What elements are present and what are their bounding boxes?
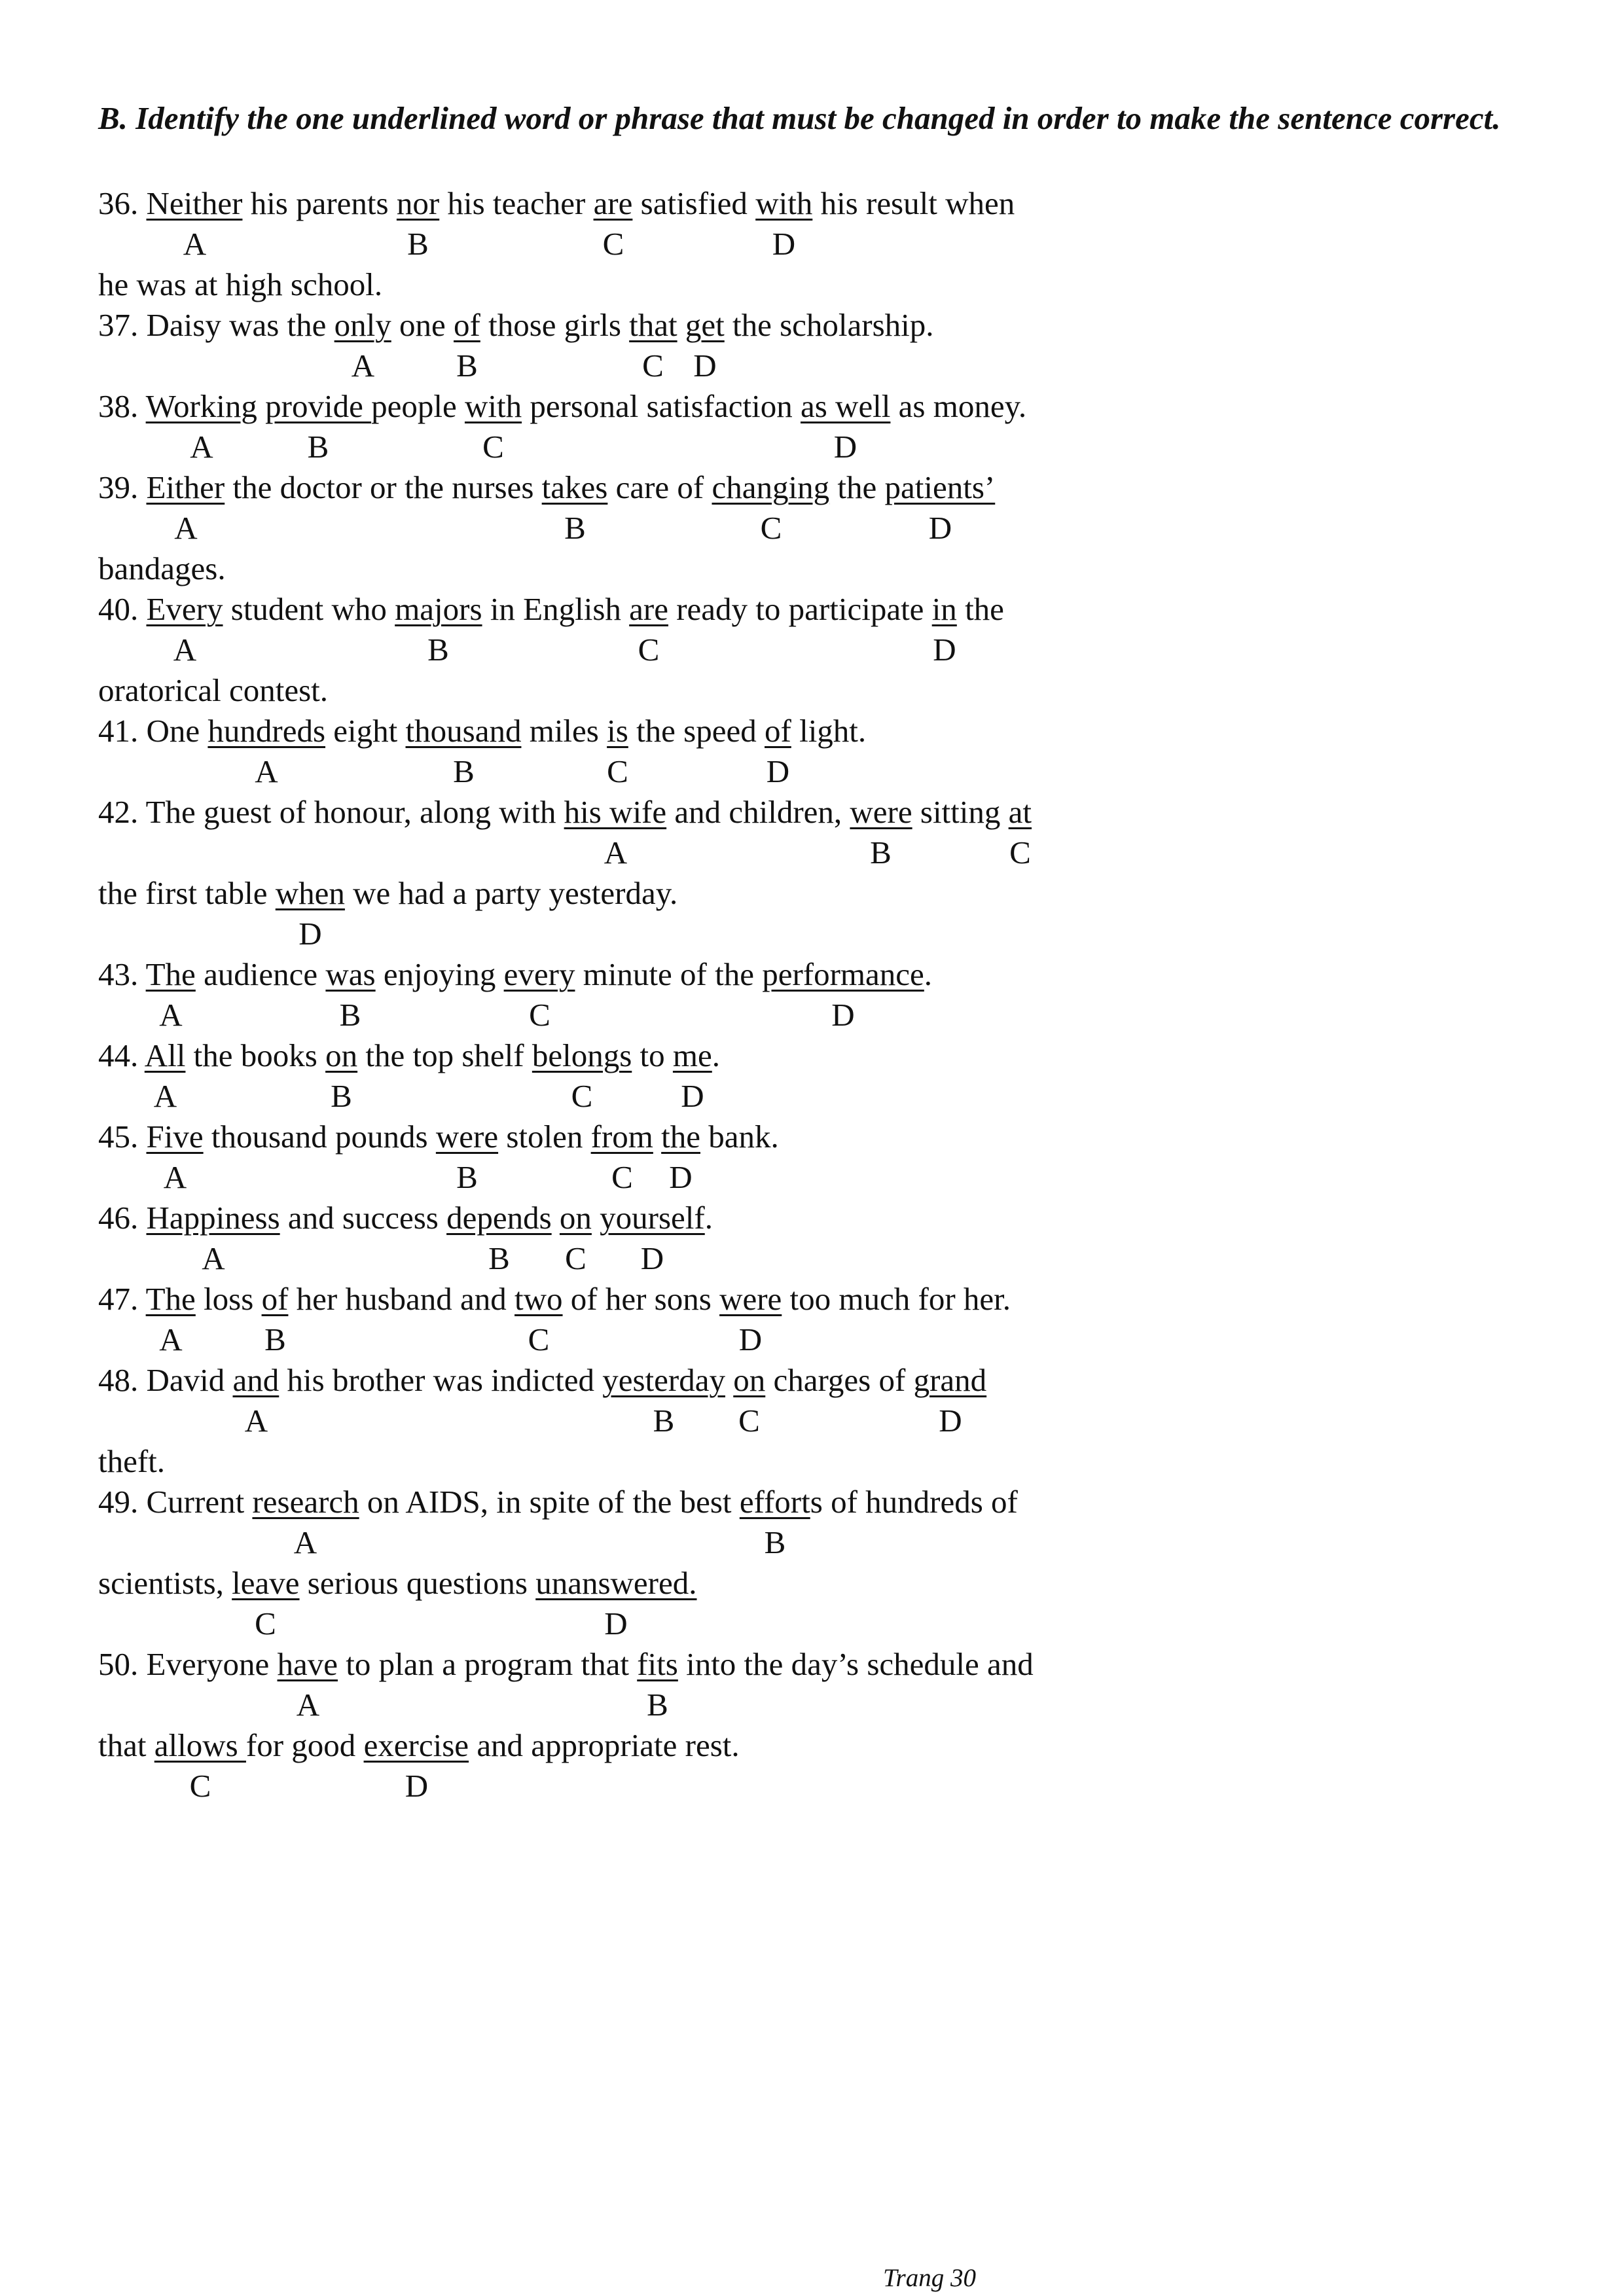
sentence-text: 41. One: [98, 713, 208, 749]
underlined-option: and: [232, 1362, 280, 1398]
sentence-text: to: [632, 1037, 673, 1073]
sentence-text: [592, 1200, 600, 1236]
question-line-q43-l1: [98, 954, 932, 995]
sentence-text: the: [956, 591, 1004, 627]
sentence-text: bank.: [700, 1119, 779, 1155]
sentence-text: one: [391, 307, 454, 343]
sentence-text: the doctor or the nurses: [225, 469, 542, 505]
underlined-option: allows: [154, 1727, 246, 1763]
option-letter-d: D: [405, 1768, 429, 1804]
option-letter-a: A: [153, 1078, 177, 1114]
sentence-text: and children,: [666, 794, 850, 830]
option-letter-c: C: [760, 510, 782, 546]
sentence-text: the: [829, 469, 885, 505]
option-letter-d: D: [831, 997, 855, 1033]
sentence-text: the top shelf: [357, 1037, 532, 1073]
sentence-text: 43.: [98, 956, 146, 992]
sentence-text: 39.: [98, 469, 147, 505]
option-letter-b: B: [456, 348, 478, 384]
underlined-option: hundreds: [208, 713, 326, 749]
underlined-option: were: [850, 794, 912, 830]
sentence-text: ready to participate: [668, 591, 932, 627]
sentence-text: personal satisfaction: [522, 388, 801, 424]
option-letter-b: B: [647, 1687, 668, 1723]
question-line-q40-l2: [98, 670, 328, 711]
sentence-text: people: [371, 388, 465, 424]
question-line-q39-l2: [98, 548, 226, 589]
option-letter-a: A: [296, 1687, 320, 1723]
sentence-text: we had a party yesterday.: [344, 875, 678, 911]
underlined-option: performance: [762, 956, 924, 992]
question-line-q38-l1: [98, 386, 1026, 427]
underlined-option: grand: [913, 1362, 987, 1398]
question-line-q41-l1: [98, 711, 866, 751]
question-line-q50-l2: [98, 1725, 740, 1766]
underlined-option: on: [733, 1362, 766, 1398]
question-line-q49-l2: [98, 1563, 697, 1604]
question-line-q48-l1: [98, 1360, 986, 1401]
option-letter-d: D: [640, 1240, 664, 1276]
sentence-text: charges of: [765, 1362, 914, 1398]
sentence-text: and appropriate rest.: [469, 1727, 740, 1763]
question-line-q48-l2: [98, 1441, 165, 1482]
sentence-text: [677, 307, 685, 343]
sentence-text: light.: [791, 713, 867, 749]
option-letter-c: C: [642, 348, 664, 384]
sentence-text: her husband and: [288, 1281, 515, 1317]
underlined-option: All: [144, 1037, 186, 1073]
option-letter-a: A: [183, 226, 207, 262]
underlined-option: The: [145, 1281, 196, 1317]
option-letter-c: C: [607, 753, 628, 789]
sentence-text: theft.: [98, 1443, 166, 1479]
sentence-text: his result when: [812, 185, 1015, 221]
sentence-text: oratorical contest.: [98, 672, 329, 708]
underlined-option: of: [261, 1281, 289, 1317]
option-letter-b: B: [488, 1240, 510, 1276]
underlined-option: from: [590, 1119, 653, 1155]
underlined-option: thousand: [405, 713, 522, 749]
question-line-q44-l1: [98, 1035, 720, 1076]
underlined-option: changing: [712, 469, 830, 505]
option-letter-c: C: [255, 1605, 276, 1641]
option-letter-d: D: [939, 1403, 962, 1439]
option-letter-c: C: [565, 1240, 586, 1276]
question-line-q36-l1: [98, 183, 1015, 224]
question-line-q37-l1: [98, 305, 934, 346]
underlined-option: in: [931, 591, 957, 627]
underlined-option: Happiness: [146, 1200, 280, 1236]
option-letter-a: A: [255, 753, 278, 789]
option-letter-d: D: [833, 429, 857, 465]
question-line-q50-l1: [98, 1644, 1034, 1685]
underlined-option: when: [275, 875, 345, 911]
option-letter-a: A: [202, 1240, 225, 1276]
sentence-text: to plan a program that: [338, 1646, 638, 1682]
underlined-option: that: [629, 307, 677, 343]
underlined-option: leave: [232, 1565, 300, 1601]
sentence-text: bandages.: [98, 550, 226, 586]
sentence-text: serious questions: [299, 1565, 536, 1601]
sentence-text: he was at high school.: [98, 266, 383, 302]
underlined-option: with: [464, 388, 522, 424]
option-letter-b: B: [456, 1159, 478, 1195]
option-letter-c: C: [611, 1159, 633, 1195]
option-letter-c: C: [571, 1078, 593, 1114]
sentence-text: his brother was indicted: [279, 1362, 603, 1398]
option-letter-b: B: [264, 1321, 286, 1357]
underlined-option: unanswered.: [535, 1565, 697, 1601]
sentence-text: .: [704, 1200, 713, 1236]
underlined-option: provide: [265, 388, 372, 424]
underlined-option: two: [514, 1281, 563, 1317]
sentence-text: scientists,: [98, 1565, 232, 1601]
sentence-text: 40.: [98, 591, 147, 627]
question-line-q39-l1: [98, 467, 995, 508]
underlined-option: get: [685, 307, 725, 343]
option-letter-b: B: [331, 1078, 352, 1114]
underlined-option: patients’: [884, 469, 996, 505]
underlined-option: at: [1008, 794, 1032, 830]
underlined-option: takes: [541, 469, 608, 505]
sentence-text: those girls: [480, 307, 630, 343]
sentence-text: miles: [521, 713, 607, 749]
underlined-option: nor: [396, 185, 440, 221]
sentence-text: for good: [245, 1727, 364, 1763]
question-line-q36-l2: [98, 264, 382, 305]
sentence-text: eight: [325, 713, 406, 749]
underlined-option: The: [145, 956, 196, 992]
option-letter-b: B: [870, 834, 892, 870]
option-letter-c: C: [602, 226, 624, 262]
sentence-text: of her sons: [562, 1281, 720, 1317]
option-letter-c: C: [1009, 834, 1031, 870]
underlined-option: every: [503, 956, 575, 992]
option-letter-a: A: [604, 834, 628, 870]
option-letter-a: A: [293, 1524, 317, 1560]
option-letter-a: A: [159, 997, 183, 1033]
option-letter-d: D: [681, 1078, 704, 1114]
option-letter-d: D: [298, 916, 322, 952]
option-letter-b: B: [764, 1524, 786, 1560]
sentence-text: s of hundreds of: [810, 1484, 1018, 1520]
sentence-text: 47.: [98, 1281, 146, 1317]
underlined-option: were: [435, 1119, 499, 1155]
question-line-q47-l1: [98, 1279, 1011, 1319]
sentence-text: the speed: [628, 713, 765, 749]
underlined-option: his wife: [564, 794, 667, 830]
underlined-option: were: [719, 1281, 782, 1317]
option-letter-b: B: [339, 997, 361, 1033]
option-letter-a: A: [163, 1159, 187, 1195]
option-letter-b: B: [307, 429, 329, 465]
sentence-text: the scholarship.: [724, 307, 934, 343]
sentence-text: on AIDS, in spite of the best: [359, 1484, 740, 1520]
sentence-text: 38.: [98, 388, 146, 424]
option-letter-c: C: [738, 1403, 760, 1439]
underlined-option: with: [755, 185, 813, 221]
option-letter-b: B: [427, 632, 449, 668]
option-letter-b: B: [564, 510, 586, 546]
sentence-text: [552, 1200, 560, 1236]
sentence-text: as money.: [890, 388, 1027, 424]
sentence-text: .: [712, 1037, 721, 1073]
sentence-text: 44.: [98, 1037, 145, 1073]
underlined-option: of: [454, 307, 480, 343]
sentence-text: care of: [607, 469, 712, 505]
option-letter-a: A: [190, 429, 213, 465]
underlined-option: as well: [800, 388, 891, 424]
option-letter-b: B: [653, 1403, 675, 1439]
option-letter-c: C: [482, 429, 504, 465]
underlined-option: majors: [395, 591, 482, 627]
option-letter-c: C: [528, 1321, 550, 1357]
underlined-option: belongs: [532, 1037, 632, 1073]
sentence-text: the books: [185, 1037, 326, 1073]
underlined-option: depends: [446, 1200, 552, 1236]
sentence-text: satisfied: [632, 185, 756, 221]
underlined-option: the: [661, 1119, 700, 1155]
sentence-text: enjoying: [375, 956, 504, 992]
underlined-option: have: [277, 1646, 338, 1682]
underlined-option: is: [607, 713, 628, 749]
underlined-option: effort: [739, 1484, 810, 1520]
underlined-option: research: [252, 1484, 359, 1520]
sentence-text: stolen: [498, 1119, 591, 1155]
sentence-text: .: [924, 956, 933, 992]
option-letter-b: B: [453, 753, 475, 789]
underlined-option: Either: [146, 469, 225, 505]
sentence-text: and success: [280, 1200, 447, 1236]
option-letter-d: D: [738, 1321, 763, 1357]
underlined-option: only: [334, 307, 391, 343]
sentence-text: that: [98, 1727, 154, 1763]
sentence-text: 37. Daisy was the: [98, 307, 334, 343]
underlined-option: Working: [145, 388, 257, 424]
sentence-text: too much for her.: [782, 1281, 1011, 1317]
option-letter-d: D: [669, 1159, 693, 1195]
question-line-q42-l1: [98, 792, 1032, 833]
sentence-text: 49. Current: [98, 1484, 253, 1520]
option-letter-d: D: [933, 632, 956, 668]
sentence-text: thousand pounds: [203, 1119, 436, 1155]
question-line-q46-l1: [98, 1198, 713, 1238]
sentence-text: [725, 1362, 733, 1398]
sentence-text: his parents: [242, 185, 397, 221]
option-letter-a: A: [351, 348, 375, 384]
option-letter-b: B: [407, 226, 429, 262]
underlined-option: Five: [146, 1119, 204, 1155]
page-footer: Trang 30: [883, 2264, 976, 2292]
underlined-option: yourself: [600, 1200, 705, 1236]
underlined-option: was: [325, 956, 376, 992]
underlined-option: fits: [637, 1646, 678, 1682]
underlined-option: Neither: [146, 185, 243, 221]
question-line-q40-l1: [98, 589, 1004, 630]
underlined-option: of: [765, 713, 791, 749]
sentence-text: audience: [195, 956, 326, 992]
question-line-q42-l2: [98, 873, 677, 914]
underlined-option: on: [325, 1037, 358, 1073]
sentence-text: 46.: [98, 1200, 147, 1236]
option-letter-a: A: [174, 510, 198, 546]
option-letter-d: D: [693, 348, 717, 384]
option-letter-c: C: [638, 632, 660, 668]
sentence-text: the first table: [98, 875, 276, 911]
sentence-text: 48. David: [98, 1362, 233, 1398]
sentence-text: [257, 388, 265, 424]
underlined-option: me: [672, 1037, 712, 1073]
sentence-text: 36.: [98, 185, 147, 221]
sentence-text: his teacher: [439, 185, 594, 221]
section-instruction: B. Identify the one underlined word or phrase that must be changed in order to make the sentence correct.: [98, 100, 1501, 136]
underlined-option: are: [593, 185, 633, 221]
underlined-option: exercise: [363, 1727, 469, 1763]
sentence-text: 45.: [98, 1119, 147, 1155]
option-letter-a: A: [173, 632, 197, 668]
option-letter-c: C: [189, 1768, 211, 1804]
option-letter-d: D: [604, 1605, 628, 1641]
sentence-text: minute of the: [575, 956, 763, 992]
underlined-option: yesterday: [602, 1362, 725, 1398]
underlined-option: on: [559, 1200, 592, 1236]
underlined-option: are: [629, 591, 668, 627]
sentence-text: 50. Everyone: [98, 1646, 278, 1682]
option-letter-a: A: [159, 1321, 183, 1357]
sentence-text: student who: [223, 591, 395, 627]
sentence-text: into the day’s schedule and: [677, 1646, 1034, 1682]
option-letter-d: D: [928, 510, 952, 546]
sentence-text: sitting: [912, 794, 1009, 830]
question-line-q49-l1: [98, 1482, 1018, 1522]
option-letter-d: D: [772, 226, 796, 262]
sentence-text: in English: [482, 591, 630, 627]
option-letter-a: A: [244, 1403, 268, 1439]
underlined-option: Every: [146, 591, 223, 627]
sentence-text: 42. The guest of honour, along with: [98, 794, 564, 830]
sentence-text: [653, 1119, 661, 1155]
question-line-q45-l1: [98, 1117, 779, 1157]
option-letter-d: D: [766, 753, 790, 789]
option-letter-c: C: [529, 997, 550, 1033]
sentence-text: loss: [195, 1281, 262, 1317]
